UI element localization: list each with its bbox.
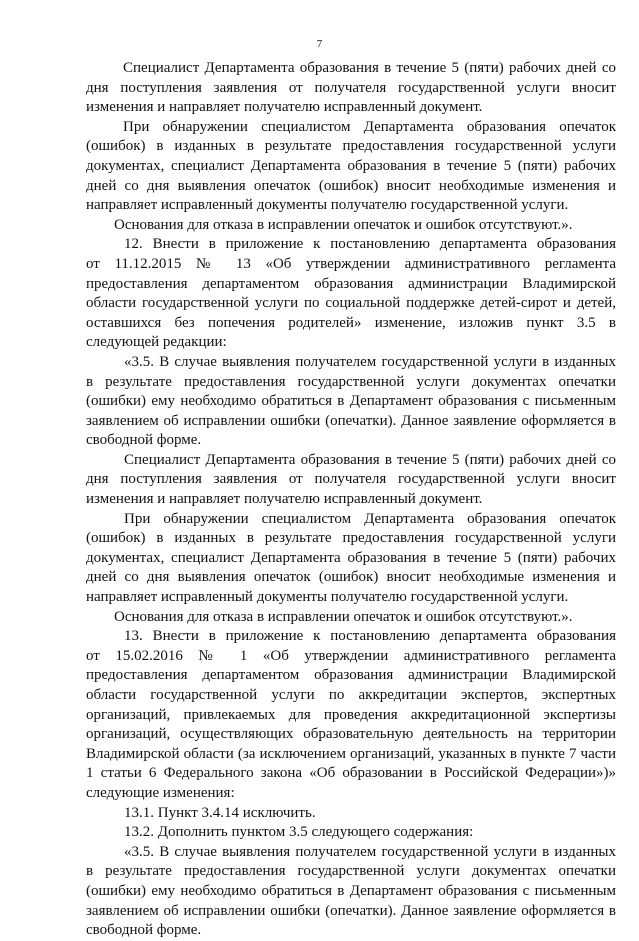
- text-line: следующие изменения:: [86, 784, 235, 801]
- text-line: изменения и направляет получателю исправленный документ.: [86, 99, 483, 116]
- text-line: (ошибки) ему необходимо обратиться в Департамент образования с письменным: [86, 882, 616, 899]
- text-line: 13. Внести в приложение к постановлению департамента образования: [124, 628, 616, 645]
- text-line: документах, специалист Департамента образования в течение 5 (пяти) рабочих: [86, 157, 616, 174]
- text-line: от 15.02.2016 № 1 «Об утверждении административного регламента: [86, 647, 616, 664]
- text-line: направляет исправленный документы получателю государственной услуги.: [86, 589, 569, 606]
- text-line: от 11.12.2015 № 13 «Об утверждении административного регламента: [86, 255, 616, 272]
- text-line: дня поступления заявления от получателя государственной услуги вносит: [86, 471, 616, 488]
- text-line: Специалист Департамента образования в течение 5 (пяти) рабочих дней со: [123, 60, 616, 76]
- text-line: документах, специалист Департамента образования в течение 5 (пяти) рабочих: [86, 549, 616, 566]
- text-line: заявлением об исправлении ошибки (опечатки). Данное заявление оформляется в: [86, 412, 616, 429]
- text-line: Основания для отказа в исправлении опечаток и ошибок отсутствуют.».: [114, 216, 573, 233]
- text-line: дней со дня выявления опечаток (ошибок) вносит необходимые изменения и: [86, 569, 616, 586]
- text-line: 13.2. Дополнить пунктом 3.5 следующего содержания:: [124, 824, 474, 841]
- text-line: предоставления департаментом образования администрации Владимирской: [86, 275, 616, 292]
- text-line: в результате предоставления государственной услуги документах опечатки: [86, 373, 616, 390]
- text-line: 13.1. Пункт 3.4.14 исключить.: [124, 804, 316, 821]
- text-line: Специалист Департамента образования в течение 5 (пяти) рабочих дней со: [124, 451, 616, 468]
- text-line: Основания для отказа в исправлении опечаток и ошибок отсутствуют.».: [114, 608, 573, 625]
- text-line: свободной форме.: [86, 922, 202, 939]
- text-line: следующей редакции:: [86, 334, 227, 351]
- text-line: изменения и направляет получателю исправленный документ.: [86, 491, 483, 508]
- text-line: 12. Внести в приложение к постановлению департамента образования: [124, 236, 616, 253]
- text-line: заявлением об исправлении ошибки (опечатки). Данное заявление оформляется в: [86, 902, 616, 919]
- text-line: (ошибок) в изданных в результате предоставления государственной услуги: [86, 530, 616, 547]
- text-line: дней со дня выявления опечаток (ошибок) вносит необходимые изменения и: [86, 177, 616, 194]
- text-line: При обнаружении специалистом Департамента образования опечаток: [124, 510, 616, 527]
- text-line: «3.5. В случае выявления получателем государственной услуги в изданных: [124, 353, 616, 370]
- text-line: свободной форме.: [86, 432, 202, 449]
- text-line: Владимирской области (за исключением организаций, указанных в пункте 7 части: [86, 745, 616, 762]
- page-number: 7: [316, 38, 323, 50]
- text-line: предоставления департаментом образования администрации Владимирской: [86, 667, 616, 684]
- text-line: области государственной услуги по социальной поддержке детей-сирот и детей,: [86, 295, 616, 312]
- text-line: организаций, осуществляющих образовательную деятельность на территории: [86, 726, 616, 743]
- text-line: «3.5. В случае выявления получателем государственной услуги в изданных: [124, 843, 616, 860]
- text-line: в результате предоставления государственной услуги документах опечатки: [86, 863, 616, 880]
- text-line: оставшихся без попечения родителей» изменение, изложив пункт 3.5 в: [86, 314, 616, 331]
- text-line: (ошибки) ему необходимо обратиться в Департамент образования с письменным: [86, 393, 616, 410]
- text-line: организаций, привлекаемых для проведения аккредитационной экспертизы: [86, 706, 616, 723]
- text-line: дня поступления заявления от получателя государственной услуги вносит: [86, 79, 616, 96]
- text-line: При обнаружении специалистом Департамента образования опечаток: [123, 118, 616, 135]
- text-line: направляет исправленный документы получателю государственной услуги.: [86, 197, 569, 214]
- document-body: [86, 59, 616, 941]
- text-line: области государственной услуги по аккредитации экспертов, экспертных: [86, 687, 616, 703]
- text-line: 1 статьи 6 Федерального закона «Об образовании в Российской Федерации»)»: [86, 765, 616, 782]
- text-line: (ошибок) в изданных в результате предоставления государственной услуги: [86, 138, 616, 155]
